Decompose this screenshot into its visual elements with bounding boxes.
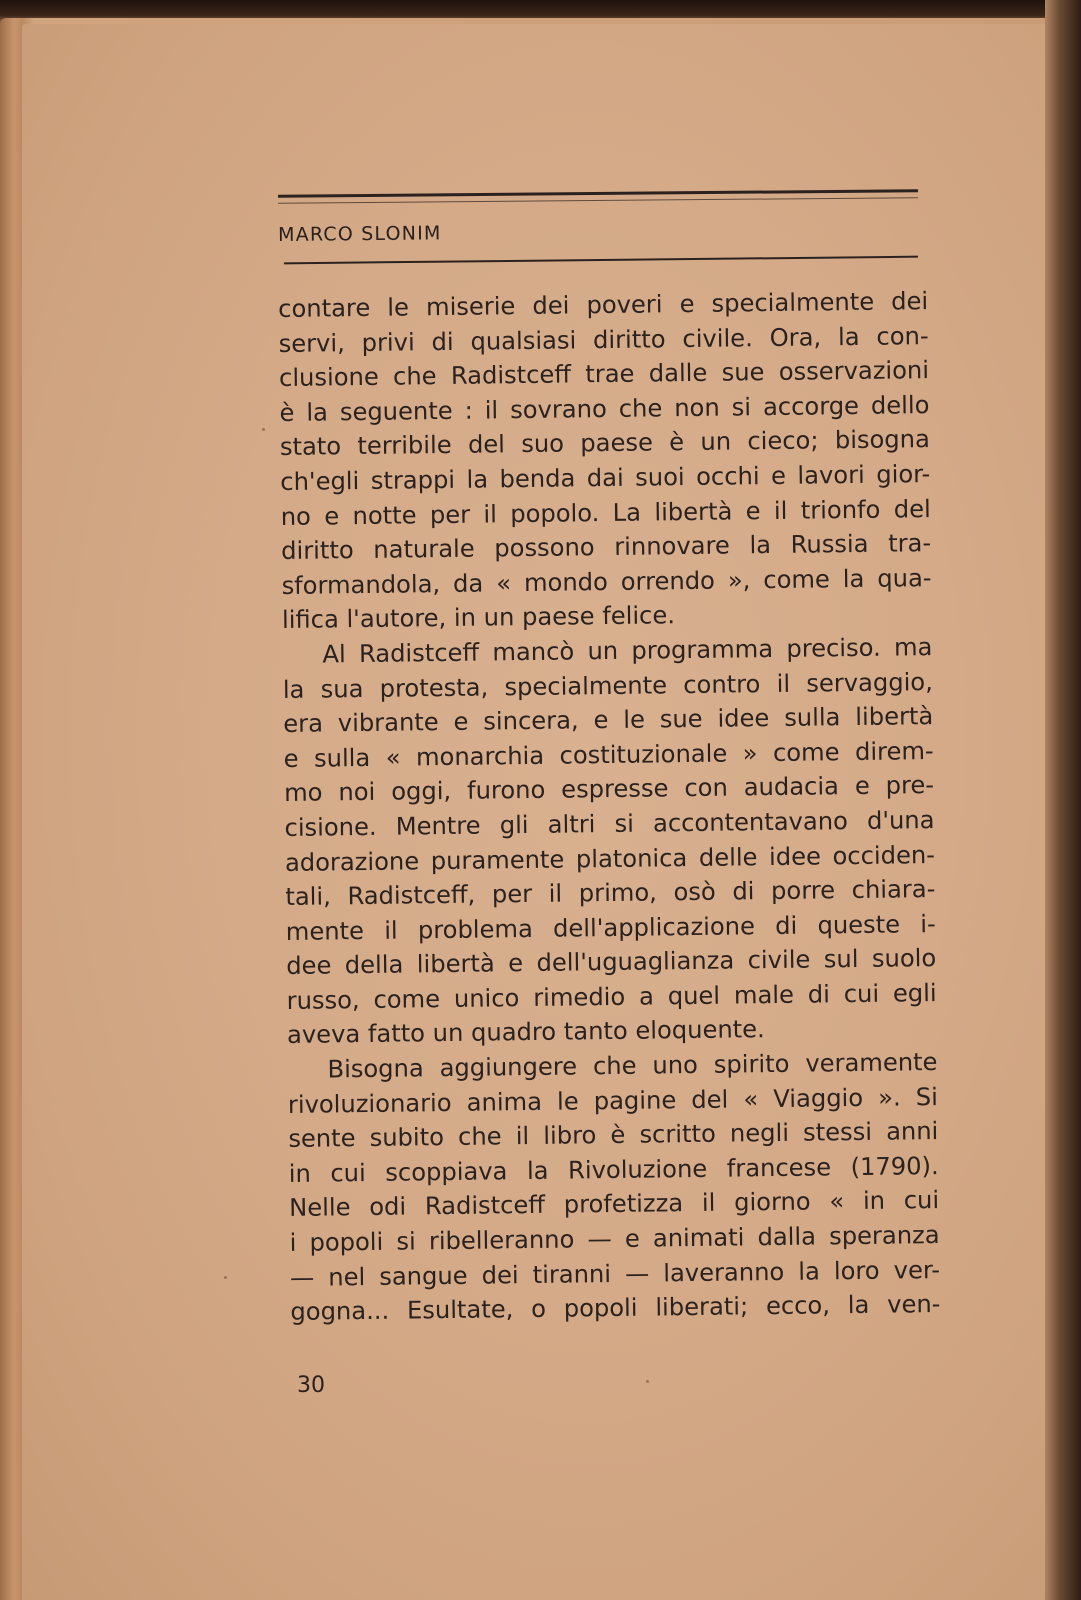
text-line: e sulla « monarchia costituzionale » come direm- [283,736,934,773]
text-line: cisione. Mentre gli altri si accontentavano d'una [284,805,935,842]
text-line: gogna... Esultate, o popoli liberati; ecco, la ven- [290,1290,941,1327]
text-line: aveva fatto un quadro tanto eloquente. [286,1015,765,1050]
text-line: diritto naturale possono rinnovare la Russia tra- [280,529,932,566]
text-line: era vibrante e sincera, e le sue idee sulla libertà [283,702,934,739]
text-line: rivoluzionario anima le pagine del « Viaggio ». Si [287,1082,939,1119]
text-line: Al Radistceff mancò un programma preciso. ma [322,632,933,669]
text-line: tali, Radistceff, per il primo, osò di porre chiara- [285,875,936,912]
text-line: russo, come unico rimedio a quel male di cui egli [286,978,937,1015]
text-line: sformandola, da « mondo orrendo », come la qua- [281,563,932,600]
text-line: dee della libertà e dell'uguaglianza civile sul suolo [286,944,937,981]
text-line: clusione che Radistceff trae dalle sue osservazioni [278,356,930,393]
text-line: Bisogna aggiungere che uno spirito veramente [327,1048,938,1084]
text-line: adorazione puramente platonica delle idee occiden- [284,840,936,877]
paper-speck [224,1276,227,1279]
text-line: no e notte per il popolo. La libertà e il trionfo del [280,494,931,531]
text-line: mo noi oggi, furono espresse con audacia e pre- [283,771,935,808]
text-line: stato terribile del suo paese è un cieco; bisogna [279,425,931,462]
text-line: mente il problema dell'applicazione di queste i- [285,909,936,946]
text-line: lifica l'autore, in un paese felice. [281,601,676,635]
text-line: i popoli si ribelleranno — e animati dalla speranza [289,1221,940,1257]
text-line: è la seguente : il sovrano che non si accorge dello [279,390,930,427]
text-line: — nel sangue dei tiranni — laveranno la loro ver- [289,1255,941,1292]
text-line: la sua protesta, specialmente contro il servaggio, [282,667,933,704]
paper-speck [646,1380,649,1383]
paper-speck [262,428,265,431]
text-line: Nelle odi Radistceff profetizza il giorno « in cui [289,1186,940,1223]
text-line: ch'egli strappi la benda dai suoi occhi e lavori gior- [280,460,931,496]
book-spine-shadow [1045,0,1081,1600]
page-number: 30 [297,1373,325,1398]
text-line: servi, privi di qualsiasi diritto civile. Ora, la con- [278,321,929,358]
running-head: MARCO SLONIM [278,222,442,246]
text-line: sente subito che il libro è scritto negli stessi anni [288,1117,939,1154]
text-line: contare le miserie dei poveri e specialmente dei [278,287,929,323]
body-text [278,284,941,1330]
text-line: in cui scoppiava la Rivoluzione francese (1790). [288,1151,939,1188]
